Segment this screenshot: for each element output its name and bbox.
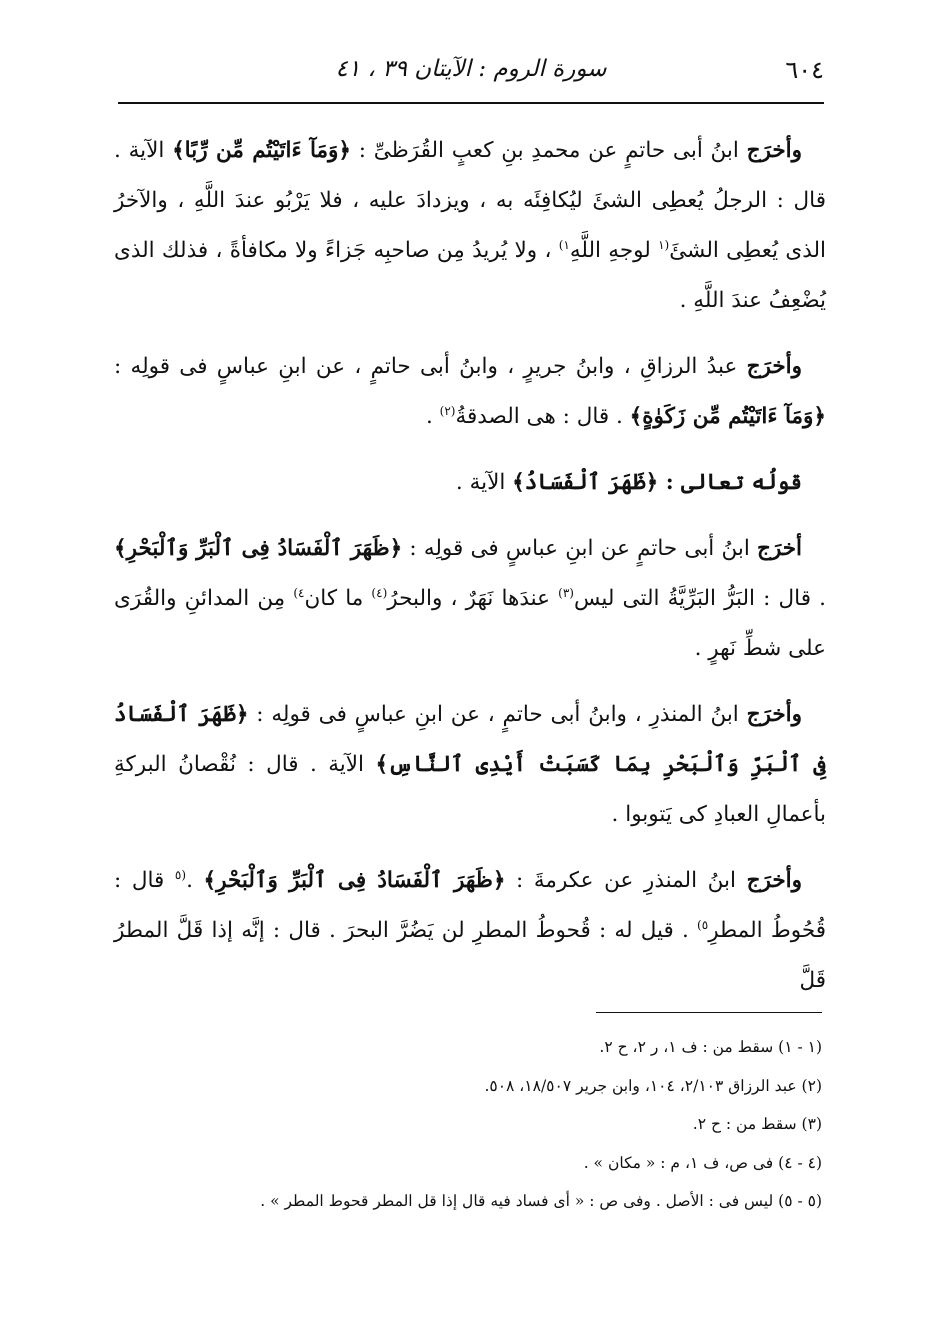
paragraph-5 bbox=[114, 690, 826, 840]
paragraph-lead: وأخرَج bbox=[746, 138, 802, 163]
page-number: ٦٠٤ bbox=[785, 56, 824, 84]
footnote-ref: (٢) bbox=[439, 403, 456, 418]
paragraph-text: مِن المدائنِ والقُرَى على شطِّ نَهرٍ . bbox=[114, 586, 826, 661]
paragraph-1 bbox=[114, 126, 826, 326]
quran-quote: ﴿ظَهَرَ ٱلْفَسَادُ فِى ٱلْبَرِّ وَٱلْبَحْرِ بِمَا كَسَبَتْ أَيْدِى ٱلنَّاسِ﴾ bbox=[114, 702, 827, 777]
paragraph-4 bbox=[114, 524, 826, 674]
paragraph-text: . قال : هى الصدقةُ bbox=[455, 404, 630, 429]
paragraph-6 bbox=[114, 856, 826, 1006]
paragraph-text: . قيل له : قُحوطُ المطرِ لن يَضُرَّ البحرَ . قال : إنَّه إذا قَلَّ المطرُ قَلَّ bbox=[114, 918, 826, 993]
header-divider bbox=[118, 102, 824, 104]
paragraph-text: ابنُ المنذرِ ، وابنُ أبى حاتمٍ ، عن ابنِ عباسٍ فى قولِه : bbox=[248, 702, 747, 727]
page-header bbox=[118, 52, 824, 92]
footnote-ref: (٤) bbox=[371, 585, 388, 600]
paragraph-2 bbox=[114, 342, 826, 442]
footnote-2: (٢) عبد الرزاق ٢/١٠٣، ١٠٤، وابن جرير ١٨/٥٠٧، ٥٠٨. bbox=[484, 1076, 822, 1095]
footnote-ref: (٥ bbox=[174, 867, 187, 882]
quran-quote: ﴿وَمَآ ءَاتَيْتُم مِّن زَكَوٰةٍ﴾ bbox=[629, 404, 826, 429]
footnote-3: (٣) سقط من : ح ٢. bbox=[692, 1115, 822, 1133]
paragraph-text: الآية . قال : نُقْصانُ البركةِ بأعمالِ العبادِ كى يَتوبوا . bbox=[114, 752, 826, 827]
paragraph-text: ابنُ أبى حاتمٍ عن محمدِ بنِ كعبٍ القُرَظىِّ : bbox=[351, 138, 747, 163]
paragraph-text: لوجهِ اللَّهِ bbox=[569, 238, 659, 263]
footnote-4: (٤ - ٤) فى ص، ف ١، م : « مكان » . bbox=[583, 1153, 822, 1172]
quran-quote: ﴿ظَهَرَ ٱلْفَسَادُ فِى ٱلْبَرِّ وَٱلْبَحْرِ﴾ bbox=[203, 868, 506, 893]
paragraph-text: الآية . قال : الرجلُ يُعطِى الشئَ ليُكافِئَه به ، ويزدادَ عليه ، فلا يَرْبُو عندَ اللَّهِ ، والآخرُ الذى يُعطِى الشئَ bbox=[114, 138, 827, 263]
paragraph-text: . bbox=[186, 868, 204, 893]
quran-quote: ﴿ظَهَرَ ٱلْفَسَادُ فِى ٱلْبَرِّ وَٱلْبَحْرِ﴾ bbox=[114, 536, 403, 561]
quran-quote: ﴿ظَهَرَ ٱلْفَسَادُ﴾ bbox=[512, 470, 659, 495]
paragraph-lead: وأخرَج bbox=[746, 702, 803, 727]
paragraph-text: الآية . bbox=[455, 470, 513, 495]
paragraph-lead: وأخرَج bbox=[746, 868, 802, 893]
footnote-ref: ٤) bbox=[293, 585, 305, 600]
running-title: سورة الروم : الآيتان ٣٩ ، ٤١ bbox=[335, 56, 607, 82]
paragraph-text: . bbox=[425, 404, 440, 429]
footnotes bbox=[200, 1028, 822, 1221]
paragraph-lead: قولُه تعالى : bbox=[658, 470, 802, 495]
footnote-ref: (١ bbox=[658, 237, 670, 252]
footnote-ref: (٣) bbox=[558, 585, 574, 600]
paragraph-text: . قال : البَرُّ البَرِّيَّةُ التى ليس bbox=[573, 586, 826, 611]
footnote-ref: ٥) bbox=[697, 917, 709, 932]
paragraph-text: ابنُ أبى حاتمٍ عن ابنِ عباسٍ فى قولِه : bbox=[402, 536, 757, 561]
paragraph-lead: أخرَج bbox=[757, 536, 803, 561]
quran-quote: ﴿وَمَآ ءَاتَيْتُم مِّن رِّبًا﴾ bbox=[172, 138, 352, 163]
footnote-5: (٥ - ٥) ليس فى : الأصل . وفى ص : « أى فساد فيه قال إذا قل المطر قحوط المطر » . bbox=[260, 1192, 822, 1210]
footnote-ref: ١) bbox=[558, 237, 570, 252]
paragraph-text: عبدُ الرزاقِ ، وابنُ جريرٍ ، وابنُ أبى حاتمٍ ، عن ابنِ عباسٍ فى قولِه : bbox=[114, 354, 747, 379]
main-text bbox=[114, 126, 826, 1006]
paragraph-text: قال : قُحُوطُ المطرِ bbox=[114, 868, 827, 943]
paragraph-text: ابنُ المنذرِ عن عكرمةَ : bbox=[505, 868, 747, 893]
footnote-divider bbox=[596, 1012, 822, 1013]
paragraph-3 bbox=[114, 458, 826, 508]
paragraph-text: عندَها نَهَرٌ ، والبحرُ bbox=[387, 586, 559, 611]
paragraph-text: ، ولا يُريدُ مِن صاحبِه جَزاءً ولا مكافأةً ، فذلك الذى يُضْعِفُ عندَ اللَّهِ . bbox=[114, 238, 826, 313]
paragraph-text: ما كان bbox=[304, 586, 372, 611]
footnote-1: (١ - ١) سقط من : ف ١، ر ٢، ح ٢. bbox=[599, 1038, 822, 1056]
paragraph-lead: وأخرَج bbox=[746, 354, 802, 379]
